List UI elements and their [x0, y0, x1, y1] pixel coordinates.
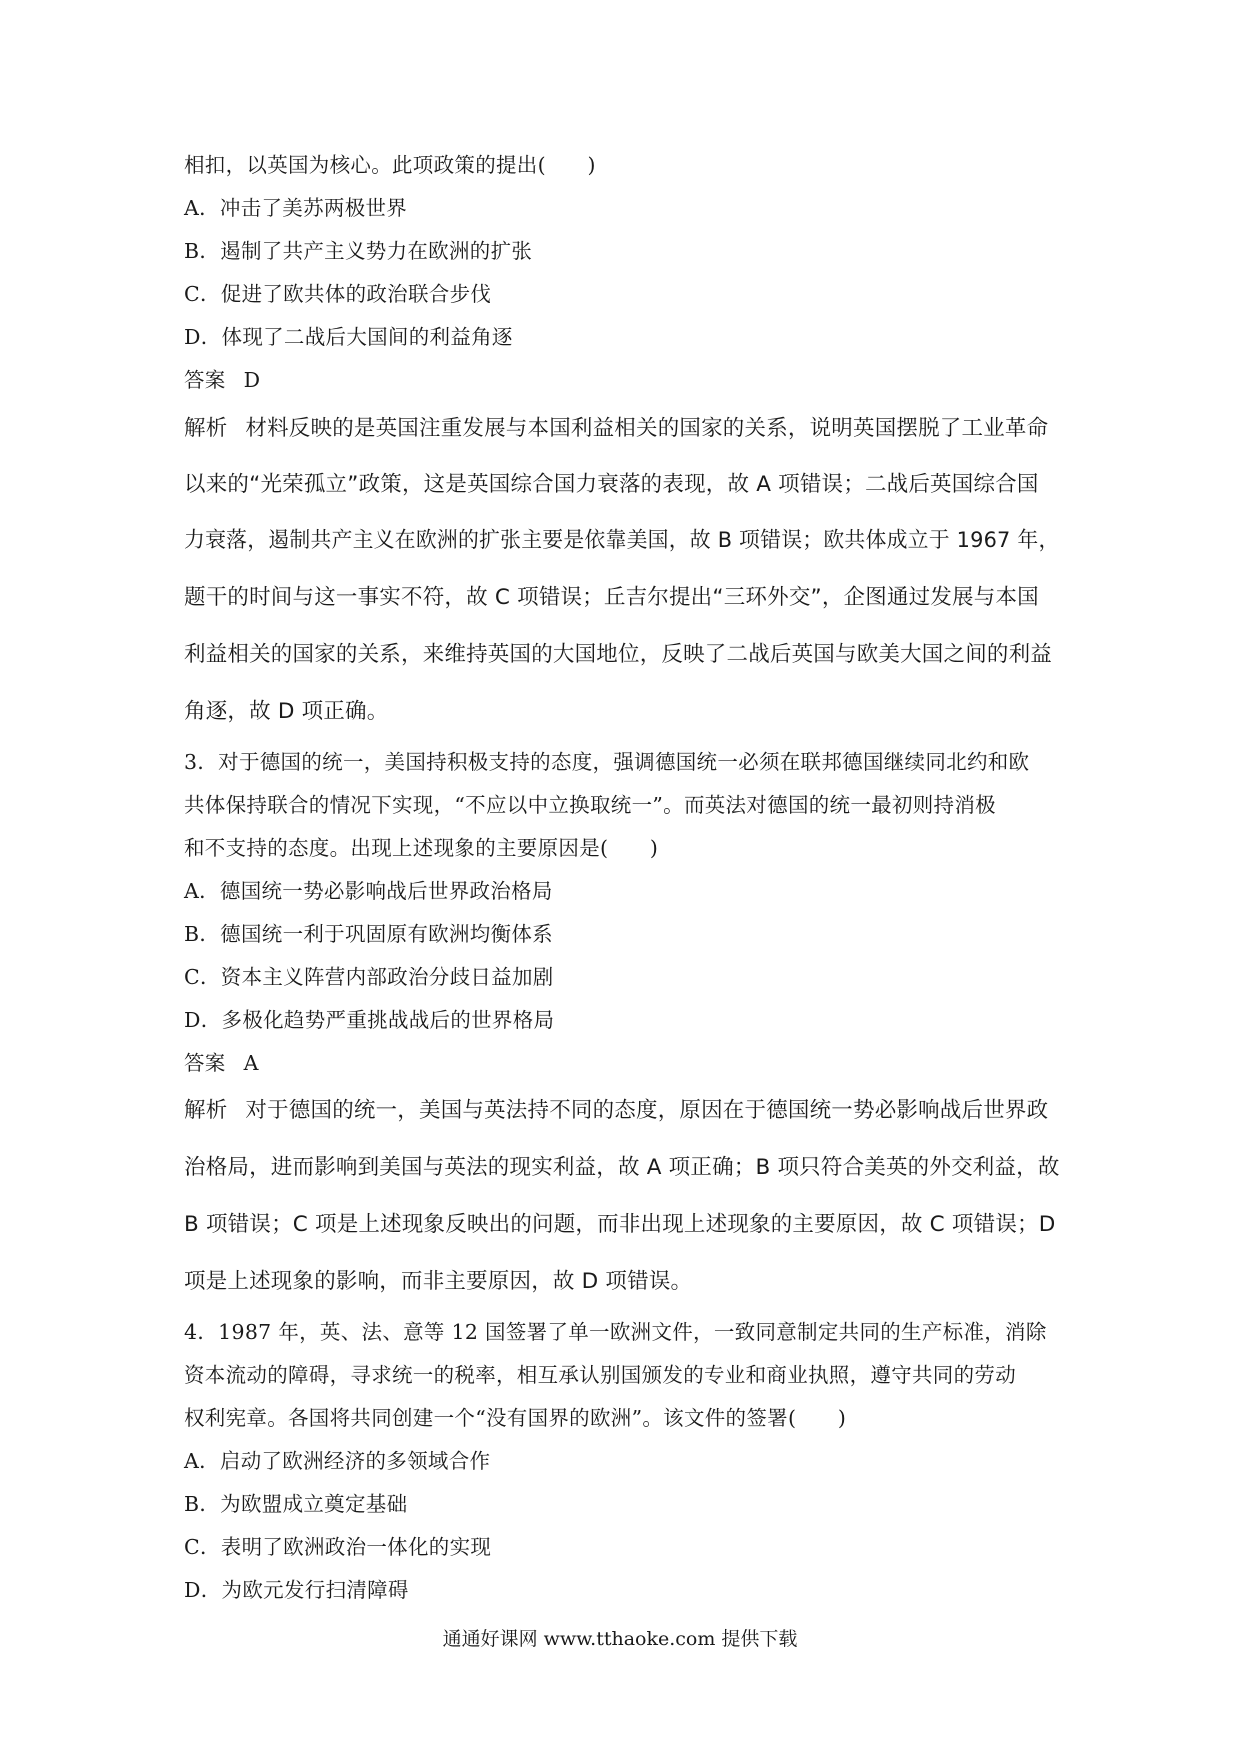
question-3-analysis-line: B 项错误；C 项是上述现象反映出的问题，而非出现上述现象的主要原因，故 C 项错误；D — [184, 1212, 1056, 1237]
question-2-analysis-line: 以来的“光荣孤立”政策，这是英国综合国力衰落的表现，故 A 项错误；二战后英国综合国 — [184, 472, 1039, 497]
question-3-option-a: A．德国统一势必影响战后世界政治格局 — [184, 879, 553, 903]
question-4-option-a: A．启动了欧洲经济的多领域合作 — [184, 1449, 491, 1473]
question-2-analysis-line: 力衰落，遏制共产主义在欧洲的扩张主要是依靠美国，故 B 项错误；欧共体成立于 1967 年， — [184, 528, 1060, 553]
question-4-option-b: B．为欧盟成立奠定基础 — [184, 1492, 408, 1516]
question-3-analysis-line — [184, 1096, 1048, 1126]
analysis-text: 对于德国的统一，美国与英法持不同的态度，原因在于德国统一势必影响战后世界政 — [245, 1098, 1049, 1123]
question-3-option-b: B．德国统一利于巩固原有欧洲均衡体系 — [184, 922, 553, 946]
question-3-stem: 和不支持的态度。出现上述现象的主要原因是( ) — [184, 836, 659, 860]
analysis-text: 材料反映的是英国注重发展与本国利益相关的国家的关系，说明英国摆脱了工业革命 — [245, 416, 1049, 441]
page-footer: 通通好课网 www.tthaoke.com 提供下载 — [442, 1628, 798, 1650]
question-2-answer — [184, 366, 260, 394]
answer-value: A — [243, 1051, 259, 1075]
question-2-analysis-line — [184, 414, 1048, 444]
question-3-answer — [184, 1049, 259, 1077]
analysis-label: 解析 — [184, 416, 228, 441]
question-2-analysis-line: 题干的时间与这一事实不符，故 C 项错误；丘吉尔提出“三环外交”，企图通过发展与本国 — [184, 585, 1039, 610]
question-4-stem: 资本流动的障碍，寻求统一的税率，相互承认别国颁发的专业和商业执照，遵守共同的劳动 — [184, 1363, 1016, 1387]
question-2-stem: 相扣，以英国为核心。此项政策的提出( ) — [184, 153, 596, 177]
question-2-analysis-line: 角逐，故 D 项正确。 — [184, 699, 389, 724]
question-4-stem: 4．1987 年，英、法、意等 12 国签署了单一欧洲文件，一致同意制定共同的生产标准，消除 — [184, 1320, 1047, 1344]
question-3-analysis-line: 治格局，进而影响到美国与英法的现实利益，故 A 项正确；B 项只符合美英的外交利益，故 — [184, 1155, 1060, 1180]
question-3-stem: 3．对于德国的统一，美国持积极支持的态度，强调德国统一必须在联邦德国继续同北约和欧 — [184, 750, 1030, 774]
question-2-option-c: C．促进了欧共体的政治联合步伐 — [184, 282, 492, 306]
question-2-option-b: B．遏制了共产主义势力在欧洲的扩张 — [184, 239, 533, 263]
question-3-option-c: C．资本主义阵营内部政治分歧日益加剧 — [184, 965, 554, 989]
question-2-analysis-line: 利益相关的国家的关系，来维持英国的大国地位，反映了二战后英国与欧美大国之间的利益 — [184, 642, 1053, 667]
answer-label: 答案 — [184, 1051, 226, 1075]
question-4-option-d: D．为欧元发行扫清障碍 — [184, 1578, 409, 1602]
question-4-stem: 权利宪章。各国将共同创建一个“没有国界的欧洲”。该文件的签署( ) — [184, 1406, 847, 1430]
answer-value: D — [243, 368, 261, 392]
question-3-stem: 共体保持联合的情况下实现，“不应以中立换取统一”。而英法对德国的统一最初则持消极 — [184, 793, 996, 817]
answer-label: 答案 — [184, 368, 226, 392]
question-3-analysis-line: 项是上述现象的影响，而非主要原因，故 D 项错误。 — [184, 1269, 693, 1294]
analysis-label: 解析 — [184, 1098, 228, 1123]
question-3-option-d: D．多极化趋势严重挑战战后的世界格局 — [184, 1008, 555, 1032]
question-2-option-a: A．冲击了美苏两极世界 — [184, 196, 408, 220]
question-2-option-d: D．体现了二战后大国间的利益角逐 — [184, 325, 513, 349]
question-4-option-c: C．表明了欧洲政治一体化的实现 — [184, 1535, 492, 1559]
